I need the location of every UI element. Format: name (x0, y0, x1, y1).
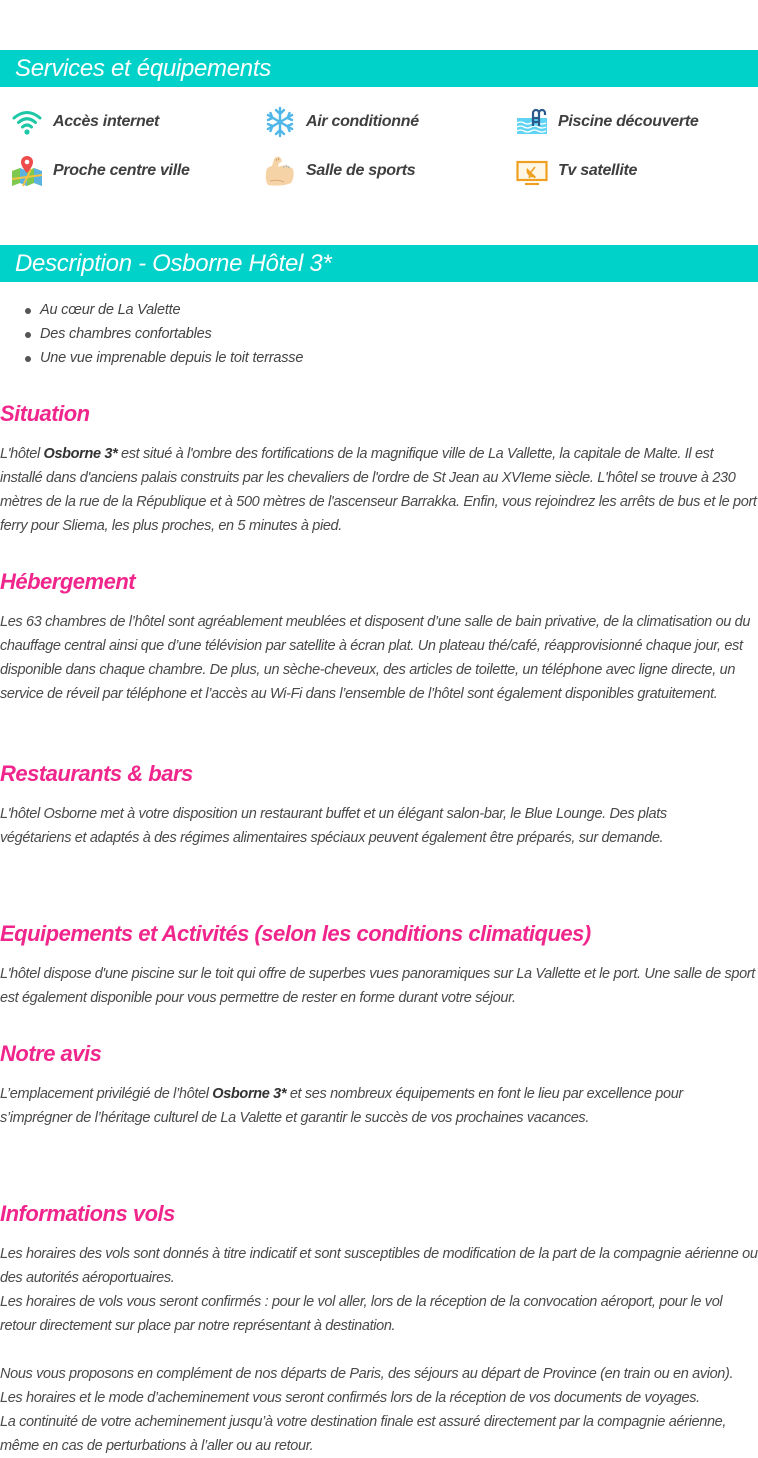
vols-text-3: Nous vous proposons en complément de nos départs de Paris, des séjours au départ de Province (en train ou en avion). (0, 1366, 734, 1382)
situation-heading: Situation (0, 401, 90, 426)
satellite-tv-icon (516, 155, 548, 187)
restaurants-text: L'hôtel Osborne met à votre disposition un restaurant buffet et un élégant salon-bar, le Blue Lounge. Des plats végétariens et adaptés à des régimes alimentaires spéciaux peuvent également être préparés, sur demande. (0, 806, 667, 846)
service-label: Accès internet (53, 113, 160, 130)
equipements-text: L'hôtel dispose d'une piscine sur le toit qui offre de superbes vues panoramiques sur La Vallette et le port. Une salle de sport est également disponible pour vous permettre de rester en forme durant votre séjour. (0, 966, 755, 1006)
service-label: Piscine découverte (558, 113, 699, 130)
hebergement-text: Les 63 chambres de l’hôtel sont agréablement meublées et disposent d’une salle de bain privative, de la climatisation ou du chauffage central ainsi que d’une télévision par satellite à écran plat. Un plateau thé/café, réapprovisionné chaque jour, est disponible dans chaque chambre. De plus, un sèche-cheveux, des articles de toilette, un téléphone avec ligne directe, un service de réveil par téléphone et l’accès au Wi-Fi dans l’ensemble de l’hôtel sont également disponibles gratuitement. (0, 614, 751, 702)
snowflake-icon (264, 106, 296, 138)
text-span: L'hôtel (0, 446, 44, 462)
hotel-name: Osborne 3* (43, 446, 118, 462)
text-span: et ses nombreux équipements en font le lieu par excellence pour s’imprégner de l’héritage culturel de La Valette et garantir le succès de vos prochaines vacances. (0, 1086, 683, 1126)
vols-heading: Informations vols (0, 1201, 175, 1226)
list-item: Au cœur de La Valette (0, 298, 303, 322)
service-item-aircon (264, 104, 419, 140)
wifi-icon (11, 106, 43, 138)
service-item-internet (11, 104, 159, 140)
highlights-list (0, 298, 303, 370)
list-item: Une vue imprenable depuis le toit terrasse (0, 346, 303, 370)
service-label: Air conditionné (306, 113, 419, 130)
service-label: Salle de sports (306, 162, 416, 179)
service-item-city-center (11, 153, 190, 189)
text-span: L’emplacement privilégié de l’hôtel (0, 1086, 213, 1102)
equipements-heading: Equipements et Activités (selon les conditions climatiques) (0, 921, 591, 946)
flexed-arm-icon (264, 155, 296, 187)
description-section-title: Description - Osborne Hôtel 3* (0, 245, 758, 282)
service-item-satellite-tv (516, 153, 637, 189)
vols-text-5: La continuité de votre acheminement jusqu’à votre destination finale est assuré directement par la compagnie aérienne, même en cas de perturbations à l’aller ou au retour. (0, 1414, 727, 1454)
service-label: Proche centre ville (53, 162, 190, 179)
vols-text-1: Les horaires des vols sont donnés à titre indicatif et sont susceptibles de modification de la part de la compagnie aérienne ou des autorités aéroportuaires. (0, 1246, 758, 1286)
service-item-gym (264, 153, 415, 189)
situation-text (0, 442, 758, 538)
text-span: est situé à l'ombre des fortifications de la magnifique ville de La Vallette, la capitale de Malte. Il est installé dans d'anciens palais construits par les chevaliers de l'ordre de St Jean au XVIeme siècle. L'hôtel se trouve à 230 mètres de la rue de la République et à 500 mètres de l'ascenseur Barrakka. Enfin, vous rejoindrez les arrêts de bus et le port ferry pour Sliema, les plus proches, en 5 minutes à pied. (0, 446, 757, 534)
hebergement-heading: Hébergement (0, 569, 136, 594)
restaurants-heading: Restaurants & bars (0, 761, 193, 786)
list-item: Des chambres confortables (0, 322, 303, 346)
vols-text-4: Les horaires et le mode d’acheminement vous seront confirmés lors de la réception de vos documents de voyages. (0, 1390, 700, 1406)
services-section-title: Services et équipements (0, 50, 758, 87)
hotel-name: Osborne 3* (212, 1086, 287, 1102)
map-pin-icon (11, 155, 43, 187)
avis-heading: Notre avis (0, 1041, 102, 1066)
pool-icon (516, 106, 548, 138)
service-label: Tv satellite (558, 162, 638, 179)
vols-text-2: Les horaires de vols vous seront confirmés : pour le vol aller, lors de la réception de la convocation aéroport, pour le vol retour directement sur place par notre représentant à destination. (0, 1294, 723, 1334)
service-item-pool (516, 104, 698, 140)
avis-text (0, 1082, 720, 1130)
